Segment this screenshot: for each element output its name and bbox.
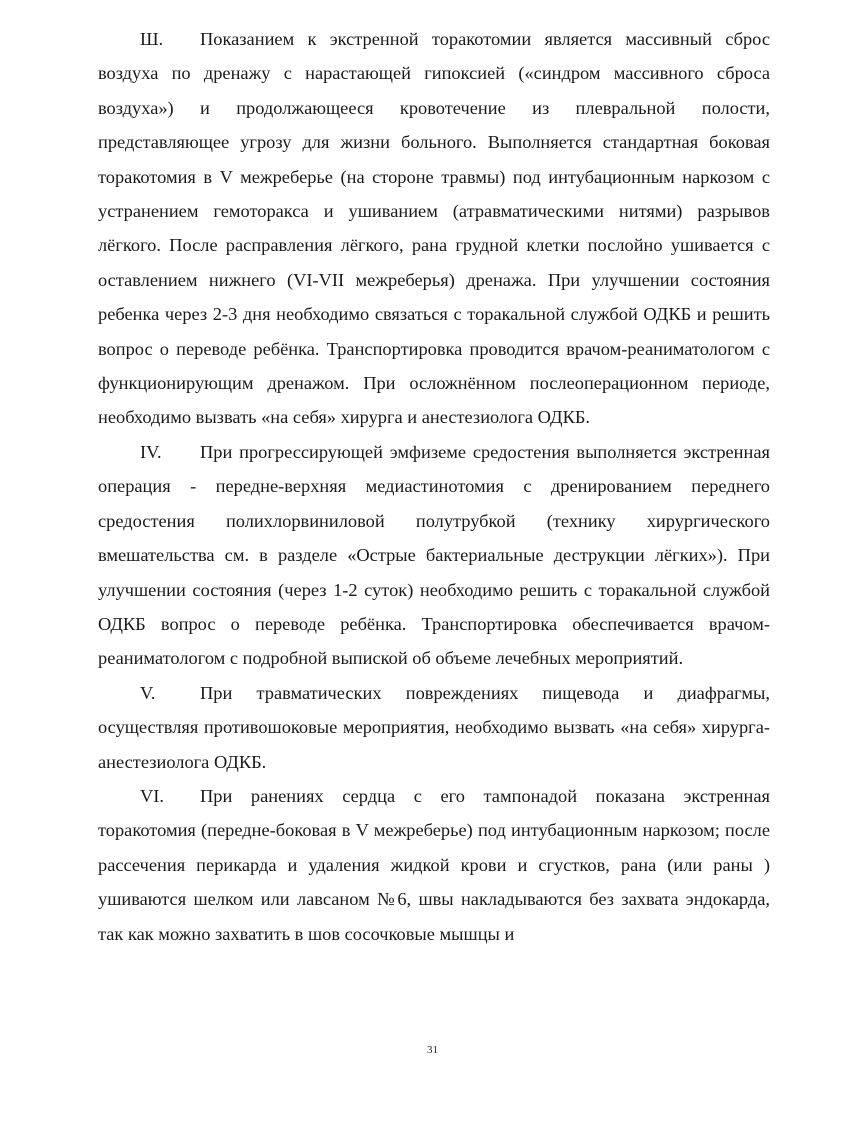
- paragraph-number: Ш.: [140, 29, 164, 49]
- paragraph-4: [98, 435, 770, 676]
- paragraph-text: При травматических повреждениях пищевода и диафрагмы, осуществляя противошоковые мероприятия, необходимо вызвать «на себя» хирурга-анестезиолога ОДКБ.: [98, 682, 770, 772]
- paragraph-5: [98, 676, 770, 779]
- paragraph-number: V.: [140, 682, 156, 703]
- paragraph-text: При ранениях сердца с его тампонадой показана экстренная торакотомия (передне-боковая в V межреберье) под интубационным наркозом; после рассечения перикарда и удаления жидкой крови и сгустков, рана (или раны ) ушиваются шелком или лавсаном №6, швы накладываются без захвата эндокарда, так как можно захватить в шов сосочковые мышцы и: [98, 785, 770, 944]
- paragraph-text: Показанием к экстренной торакотомии является массивный сброс воздуха по дренажу с нарастающей гипоксией («синдром массивного сброса воздуха») и продолжающееся кровотечение из плевральной полости, представляющее угрозу для жизни больного. Выполняется стандартная боковая торакотомия в V межреберье (на стороне травмы) под интубационным наркозом с устранением гемоторакса и ушиванием (атравматическими нитями) разрывов лёгкого. После расправления лёгкого, рана грудной клетки послойно ушивается с оставлением нижнего (VI-VII межреберья) дренажа. При улучшении состояния ребенка через 2-3 дня необходимо связаться с торакальной службой ОДКБ и решить вопрос о переводе ребёнка. Транспортировка проводится врачом-реаниматологом с функционирующим дренажом. При осложнённом послеоперационном периоде, необходимо вызвать «на себя» хирурга и анестезиолога ОДКБ.: [98, 29, 770, 428]
- paragraph-6: [98, 779, 770, 951]
- body-text: [98, 22, 770, 951]
- paragraph-number: IV.: [140, 441, 162, 462]
- page-number: 31: [427, 1044, 438, 1056]
- paragraph-3: [98, 22, 770, 435]
- paragraph-text: При прогрессирующей эмфиземе средостения выполняется экстренная операция - передне-верхняя медиастинотомия с дренированием переднего средостения полихлорвиниловой полутрубкой (технику хирургического вмешательства см. в разделе «Острые бактериальные деструкции лёгких»). При улучшении состояния (через 1-2 суток) необходимо решить с торакальной службой ОДКБ вопрос о переводе ребёнка. Транспортировка обеспечивается врачом-реаниматологом с подробной выпиской об объеме лечебных мероприятий.: [98, 441, 770, 669]
- paragraph-number: VI.: [140, 785, 165, 806]
